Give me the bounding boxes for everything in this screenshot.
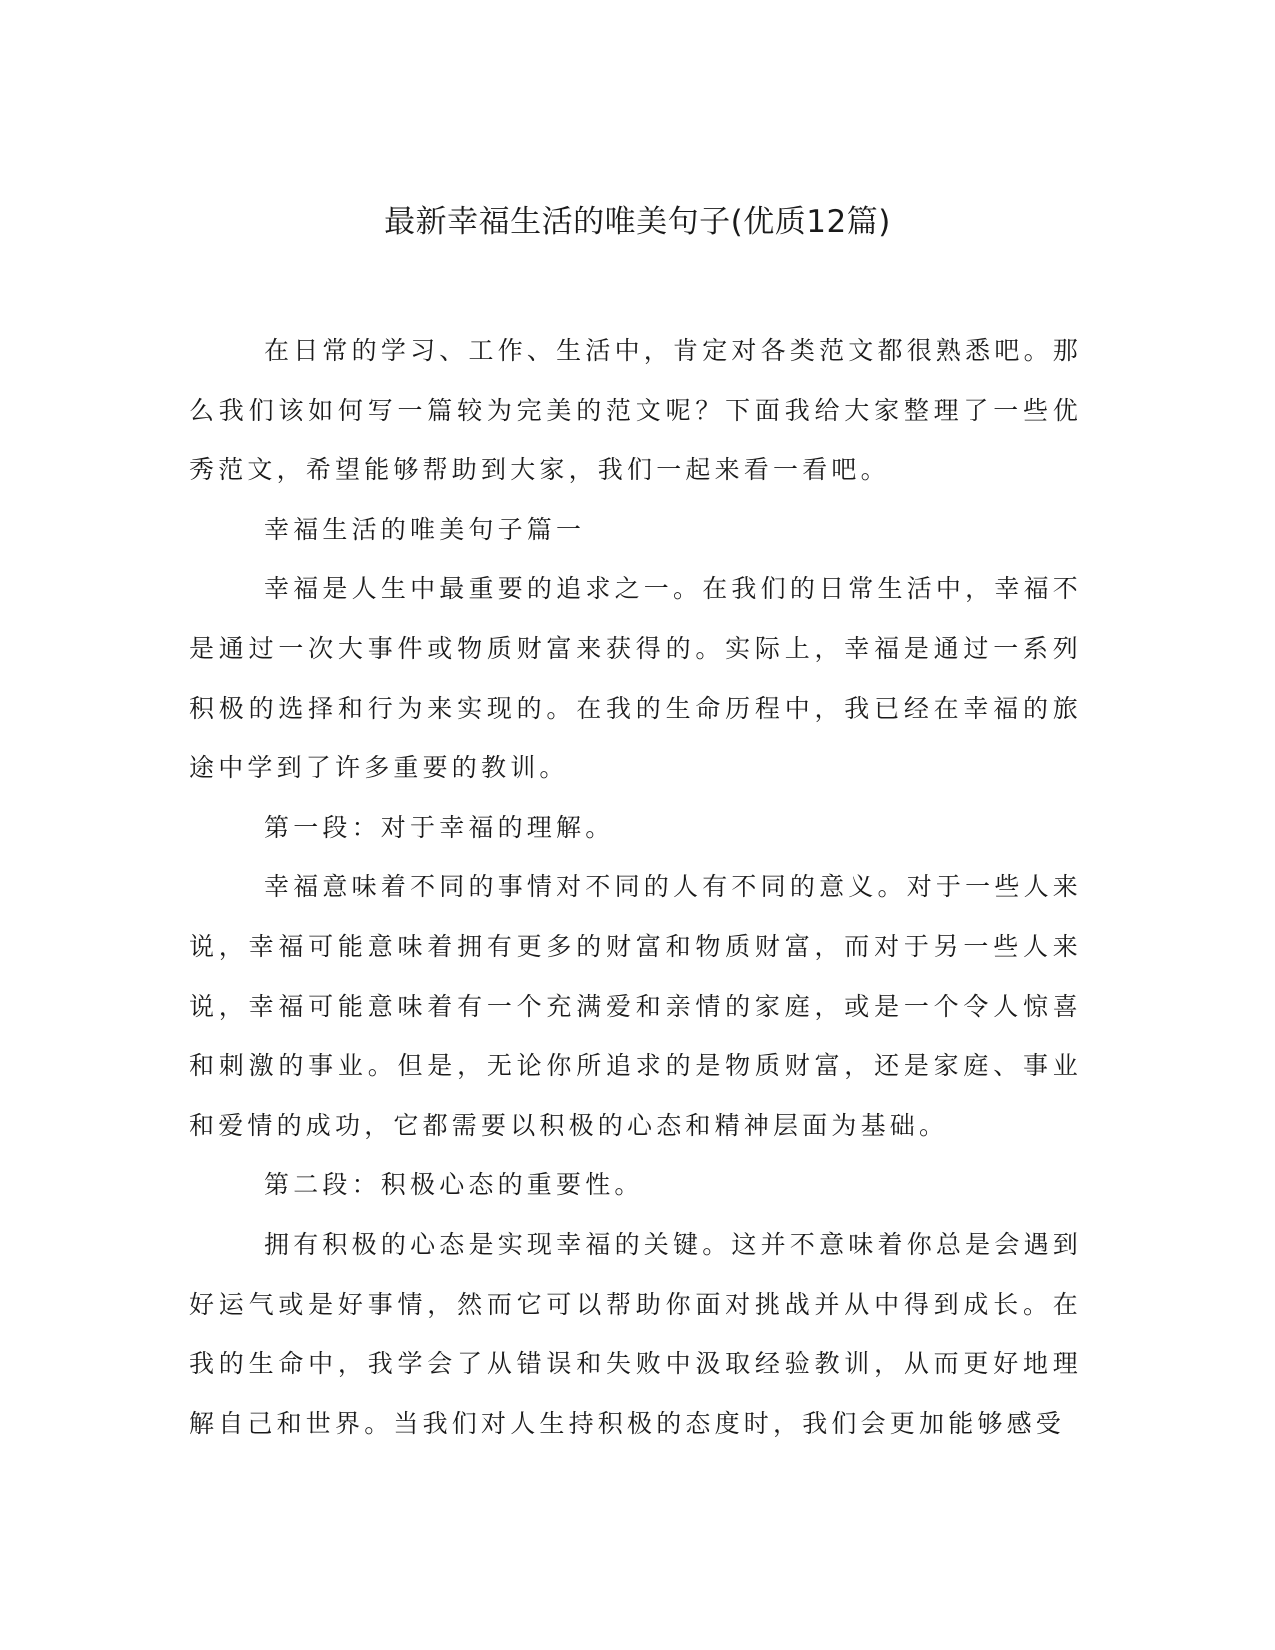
- subsection-heading: 第二段：积极心态的重要性。: [264, 1170, 644, 1200]
- body-paragraph: 幸福是人生中最重要的追求之一。在我们的日常生活中，幸福不是通过一次大事件或物质财富来获得的。实际上，幸福是通过一系列积极的选择和行为来实现的。在我的生命历程中，我已经在幸福的旅途中学到了许多重要的教训。: [189, 574, 1082, 783]
- subsection-heading: 第一段：对于幸福的理解。: [264, 812, 615, 842]
- intro-paragraph: 在日常的学习、工作、生活中，肯定对各类范文都很熟悉吧。那么我们该如何写一篇较为完美的范文呢？下面我给大家整理了一些优秀范文，希望能够帮助到大家，我们一起来看一看吧。: [189, 336, 1082, 485]
- section-heading: 幸福生活的唯美句子篇一: [264, 514, 586, 544]
- body-paragraph: 幸福意味着不同的事情对不同的人有不同的意义。对于一些人来说，幸福可能意味着拥有更多的财富和物质财富，而对于另一些人来说，幸福可能意味着有一个充满爱和亲情的家庭，或是一个令人惊喜和刺激的事业。但是，无论你所追求的是物质财富，还是家庭、事业和爱情的成功，它都需要以积极的心态和精神层面为基础。: [189, 872, 1082, 1140]
- body-paragraph: 拥有积极的心态是实现幸福的关键。这并不意味着你总是会遇到好运气或是好事情，然而它可以帮助你面对挑战并从中得到成长。在我的生命中，我学会了从错误和失败中汲取经验教训，从而更好地理解自己和世界。当我们对人生持积极的态度时，我们会更加能够感受: [189, 1229, 1082, 1438]
- document-title: 最新幸福生活的唯美句子(优质12篇): [384, 204, 891, 240]
- document-body: [189, 321, 1082, 1453]
